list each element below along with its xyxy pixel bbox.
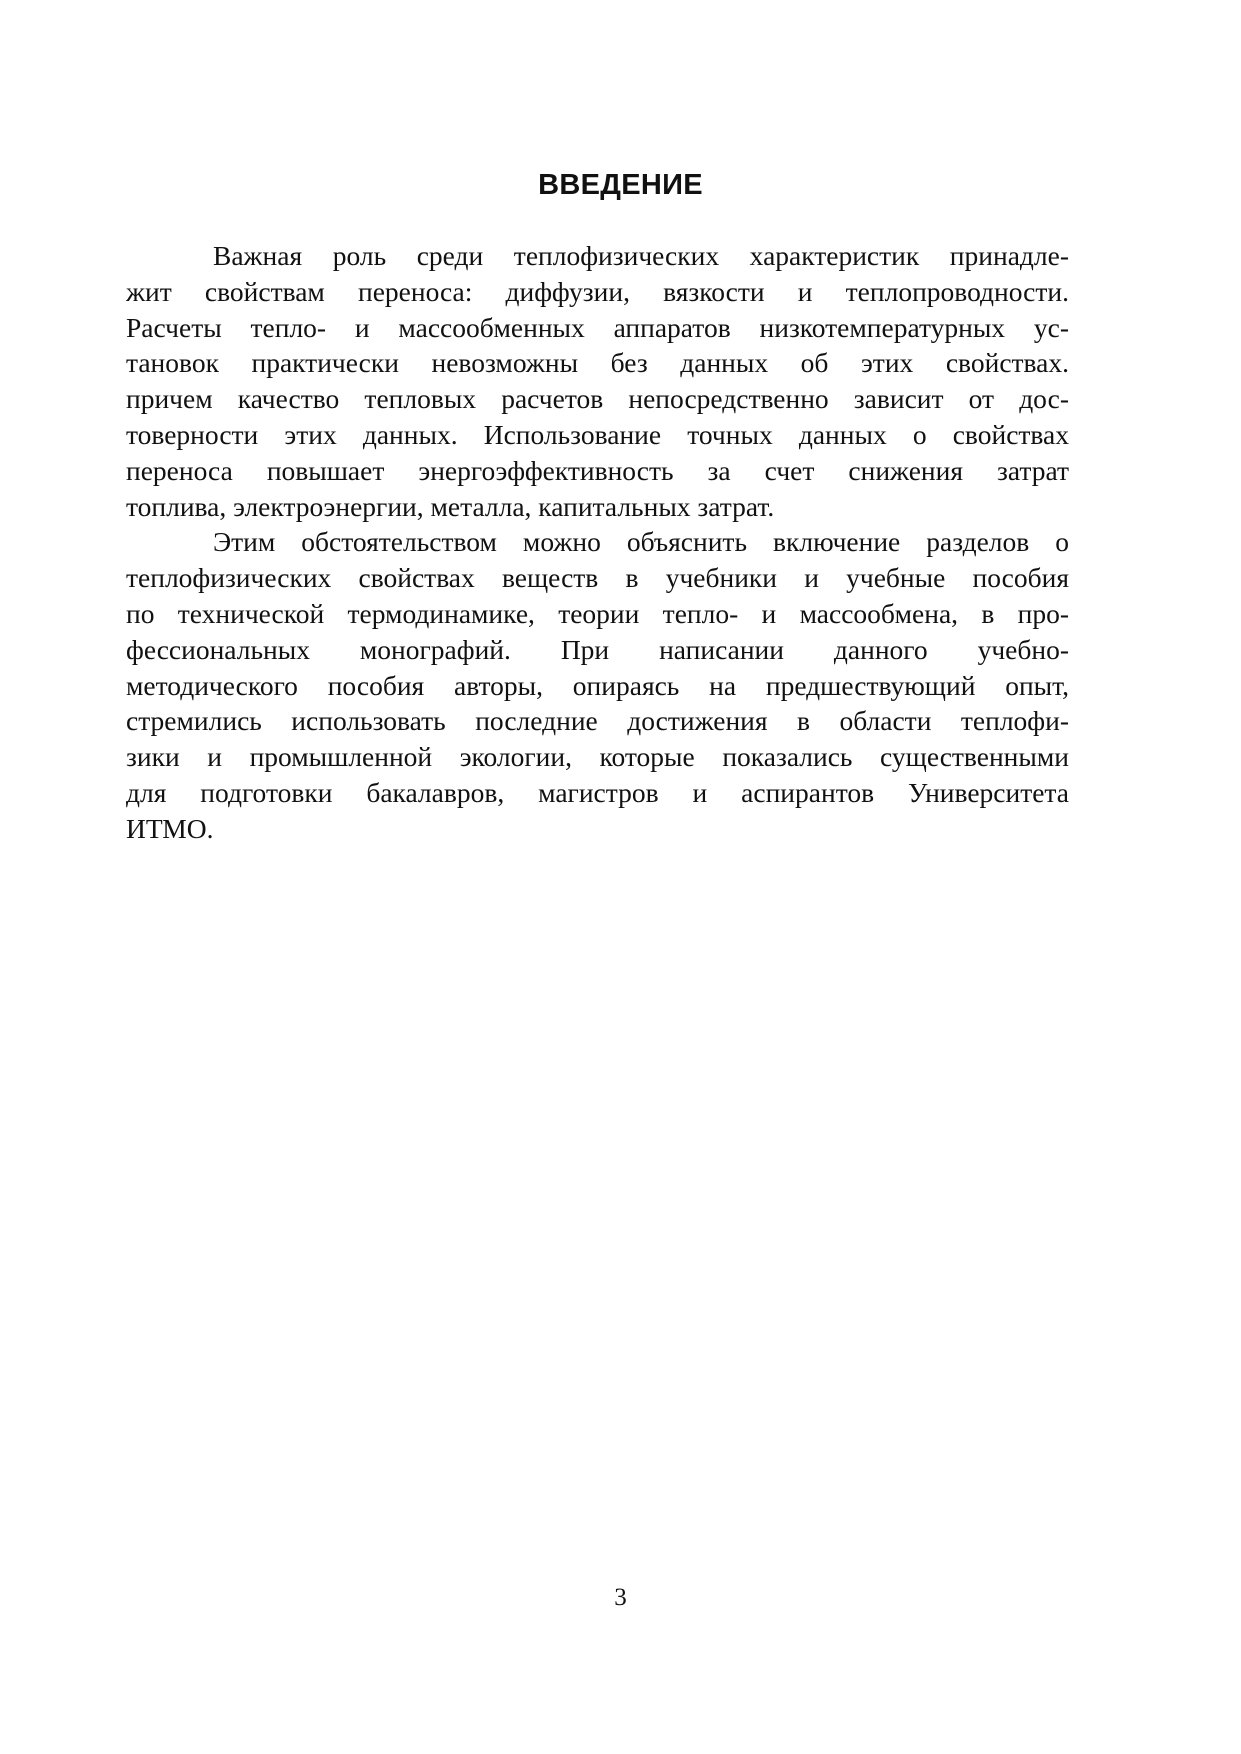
text-line: зики и промышленной экологии, которые показались существенными — [126, 741, 1069, 773]
text-line: переноса повышает энергоэффективность за счет снижения затрат — [126, 454, 1069, 486]
text-line: теплофизических свойствах веществ в учебники и учебные пособия — [126, 562, 1069, 594]
paragraph-1 — [126, 238, 1069, 524]
page-number: 3 — [614, 1584, 627, 1611]
text-line: товерности этих данных. Использование точных данных о свойствах — [126, 418, 1069, 450]
text-line: жит свойствам переноса: диффузии, вязкости и теплопроводности. — [126, 275, 1069, 307]
text-line: для подготовки бакалавров, магистров и аспирантов Университета — [126, 776, 1069, 808]
body-text — [126, 238, 1069, 847]
text-line: топлива, электроэнергии, металла, капитальных затрат. — [126, 490, 775, 522]
text-line: фессиональных монографий. При написании данного учебно- — [126, 633, 1069, 665]
page-title: ВВЕДЕНИЕ — [538, 169, 703, 201]
text-line: по технической термодинамике, теории тепло- и массообмена, в про- — [126, 597, 1069, 629]
text-line: ИТМО. — [126, 812, 214, 844]
text-line: причем качество тепловых расчетов непосредственно зависит от дос- — [126, 383, 1069, 415]
text-line: Расчеты тепло- и массообменных аппаратов низкотемпературных ус- — [126, 311, 1069, 343]
text-line: стремились использовать последние достижения в области теплофи- — [126, 705, 1069, 737]
text-line: Этим обстоятельством можно объяснить включение разделов о — [213, 526, 1069, 558]
text-line: тановок практически невозможны без данных об этих свойствах. — [126, 347, 1069, 379]
text-line: Важная роль среди теплофизических характеристик принадле- — [213, 240, 1069, 271]
paragraph-2 — [126, 524, 1069, 846]
text-line: методического пособия авторы, опираясь на предшествующий опыт, — [126, 669, 1069, 701]
